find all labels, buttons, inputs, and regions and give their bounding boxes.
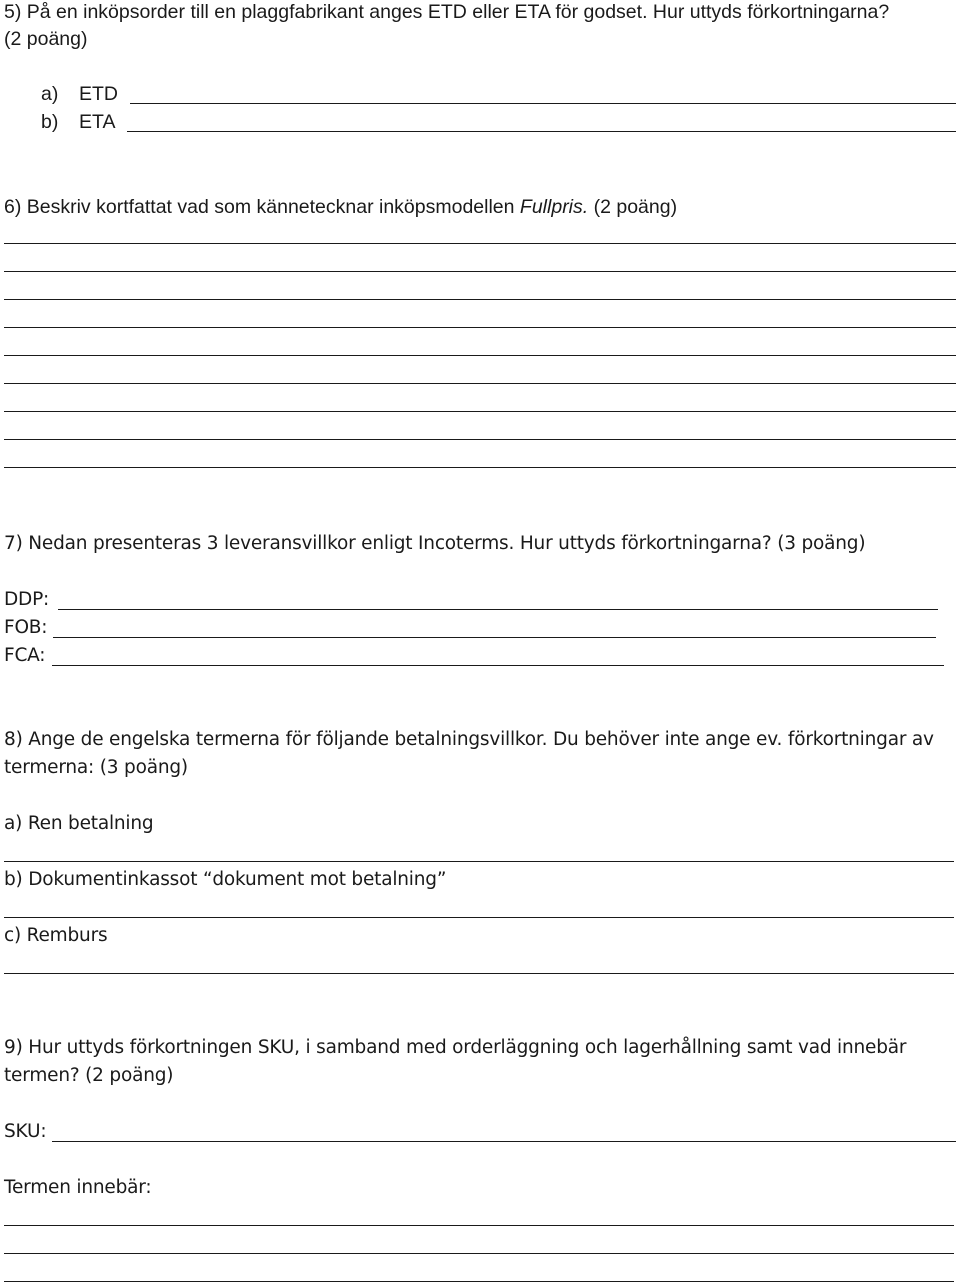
q9-answer-line[interactable] xyxy=(4,1253,954,1254)
q8-answer-line-c[interactable] xyxy=(4,973,954,974)
q7-answer-line-fob[interactable] xyxy=(53,637,936,638)
q7-answer-line-ddp[interactable] xyxy=(58,609,938,610)
q9-question-line2: termen? (2 poäng) xyxy=(4,1065,174,1086)
q6-answer-line[interactable] xyxy=(4,383,956,384)
q8-item-c: c) Remburs xyxy=(4,925,108,946)
q6-answer-line[interactable] xyxy=(4,327,956,328)
q8-question-line2: termerna: (3 poäng) xyxy=(4,757,188,778)
q9-sku-label: SKU: xyxy=(4,1121,47,1142)
q6-answer-line[interactable] xyxy=(4,299,956,300)
q6-answer-line[interactable] xyxy=(4,271,956,272)
q9-answer-line[interactable] xyxy=(4,1225,954,1226)
q6-answer-line[interactable] xyxy=(4,411,956,412)
q8-item-a: a) Ren betalning xyxy=(4,813,154,834)
q6-question-prefix: 6) Beskriv kortfattat vad som kännetecknar inköpsmodellen xyxy=(4,196,520,218)
q5-item-b-marker: b) xyxy=(41,111,59,133)
q9-meaning-label: Termen innebär: xyxy=(4,1177,152,1198)
q6-answer-line[interactable] xyxy=(4,467,956,468)
q6-answer-line[interactable] xyxy=(4,355,956,356)
q8-answer-line-b[interactable] xyxy=(4,917,954,918)
q7-term-fca: FCA: xyxy=(4,645,46,666)
q5-answer-line-a[interactable] xyxy=(130,103,956,104)
q6-answer-line[interactable] xyxy=(4,243,956,244)
q9-sku-answer-line[interactable] xyxy=(52,1141,956,1142)
q7-term-fob: FOB: xyxy=(4,617,48,638)
q7-question: 7) Nedan presenteras 3 leveransvillkor enligt Incoterms. Hur uttyds förkortningarna? (3 poäng) xyxy=(4,533,866,554)
q8-item-b: b) Dokumentinkassot “dokument mot betalning” xyxy=(4,869,447,890)
q7-answer-line-fca[interactable] xyxy=(52,665,944,666)
q6-answer-line[interactable] xyxy=(4,439,956,440)
q5-answer-line-b[interactable] xyxy=(127,131,956,132)
q5-item-a-label: ETD xyxy=(79,83,118,105)
q8-answer-line-a[interactable] xyxy=(4,861,954,862)
q5-question-line2: (2 poäng) xyxy=(4,28,88,50)
q8-question-line1: 8) Ange de engelska termerna för följande betalningsvillkor. Du behöver inte ange ev. förkortningar av xyxy=(4,729,934,750)
q5-item-a-marker: a) xyxy=(41,83,59,105)
q5-item-b-label: ETA xyxy=(79,111,116,133)
q5-question-line1: 5) På en inköpsorder till en plaggfabrikant anges ETD eller ETA för godset. Hur uttyds förkortningarna? xyxy=(4,1,890,23)
q9-answer-line[interactable] xyxy=(4,1281,954,1282)
q6-question xyxy=(4,195,677,219)
q9-question-line1: 9) Hur uttyds förkortningen SKU, i samband med orderläggning och lagerhållning samt vad innebär xyxy=(4,1037,907,1058)
q6-question-suffix: (2 poäng) xyxy=(588,196,678,218)
q6-question-term: Fullpris. xyxy=(519,196,589,218)
q7-term-ddp: DDP: xyxy=(4,589,50,610)
